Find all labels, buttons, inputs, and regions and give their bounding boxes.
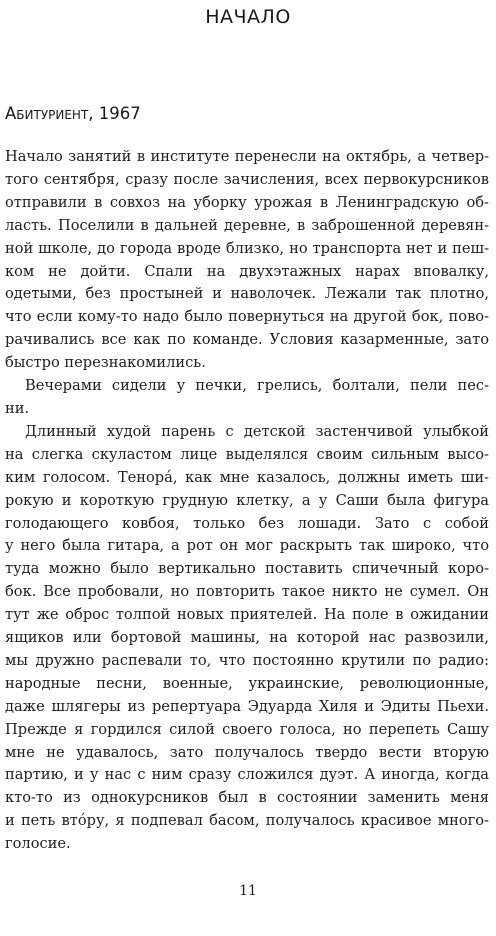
text-line: рокую и короткую грудную клетку, а у Саши была фигура xyxy=(5,491,489,509)
text-line: голосие. xyxy=(5,835,71,853)
text-line: и петь втóру, я подпевал басом, получалось красивое много- xyxy=(5,812,489,830)
text-line: даже шлягеры из репертуара Эдуарда Хиля и Эдиты Пьехи. xyxy=(5,697,489,715)
section-heading: Абитуриент, 1967 xyxy=(5,104,141,123)
text-line: того сентября, сразу после зачисления, всех первокурсников xyxy=(5,170,489,188)
text-line: рачивались все как по команде. Условия казарменные, зато xyxy=(5,331,489,349)
text-line: ласть. Поселили в дальней деревне, в заброшенной деревян- xyxy=(5,216,489,234)
text-line: мы дружно распевали то, что постоянно крутили по радио: xyxy=(5,651,489,669)
text-line: у него была гитара, а рот он мог раскрыть так широко, что xyxy=(5,537,489,555)
text-line: Вечерами сидели у печки, грелись, болтали, пели пес- xyxy=(25,377,489,395)
text-line: народные песни, военные, украинские, революционные, xyxy=(5,674,489,692)
text-line: Начало занятий в институте перенесли на октябрь, а четвер- xyxy=(5,148,489,165)
text-line: ком не дойти. Спали на двухэтажных нарах вповалку, xyxy=(5,262,489,280)
text-line: ким голосом. Тенорá, как мне казалось, должны иметь ши- xyxy=(5,468,489,486)
text-line: что если кому-то надо было повернуться на другой бок, пово- xyxy=(5,308,489,326)
text-line: бок. Все пробовали, но повторить такое никто не сумел. Он xyxy=(5,583,489,601)
body-text xyxy=(5,146,489,856)
text-line: Прежде я гордился силой своего голоса, но перепеть Сашу xyxy=(5,720,489,738)
text-line: отправили в совхоз на уборку урожая в Ленинградскую об- xyxy=(5,193,489,211)
text-line: ящиков или бортовой машины, на которой нас развозили, xyxy=(5,629,489,647)
text-line: Длинный худой парень с детской застенчивой улыбкой xyxy=(25,422,489,440)
text-line: одетыми, без простыней и наволочек. Лежали так плотно, xyxy=(5,285,489,303)
text-line: тут же оброс толпой новых приятелей. На поле в ожидании xyxy=(5,606,489,624)
text-line: ной школе, до города вроде близко, но транспорта нет и пеш- xyxy=(5,239,489,257)
page-number: 11 xyxy=(239,883,257,899)
text-line: туда можно было вертикально поставить спичечный коро- xyxy=(5,560,489,578)
text-line: кто-то из однокурсников был в состоянии заменить меня xyxy=(5,789,489,807)
text-line: ни. xyxy=(5,399,30,417)
chapter-title: НАЧАЛО xyxy=(205,6,291,28)
text-line: на слегка скуластом лице выделялся своим сильным высо- xyxy=(5,445,489,463)
text-line: быстро перезнакомились. xyxy=(5,354,206,372)
text-line: партию, и у нас с ним сразу сложился дуэт. А иногда, когда xyxy=(5,766,489,784)
text-line: мне не удавалось, зато получалось твердо вести вторую xyxy=(5,743,489,761)
text-line: голодающего ковбоя, только без лошади. Зато с собой xyxy=(5,514,489,532)
